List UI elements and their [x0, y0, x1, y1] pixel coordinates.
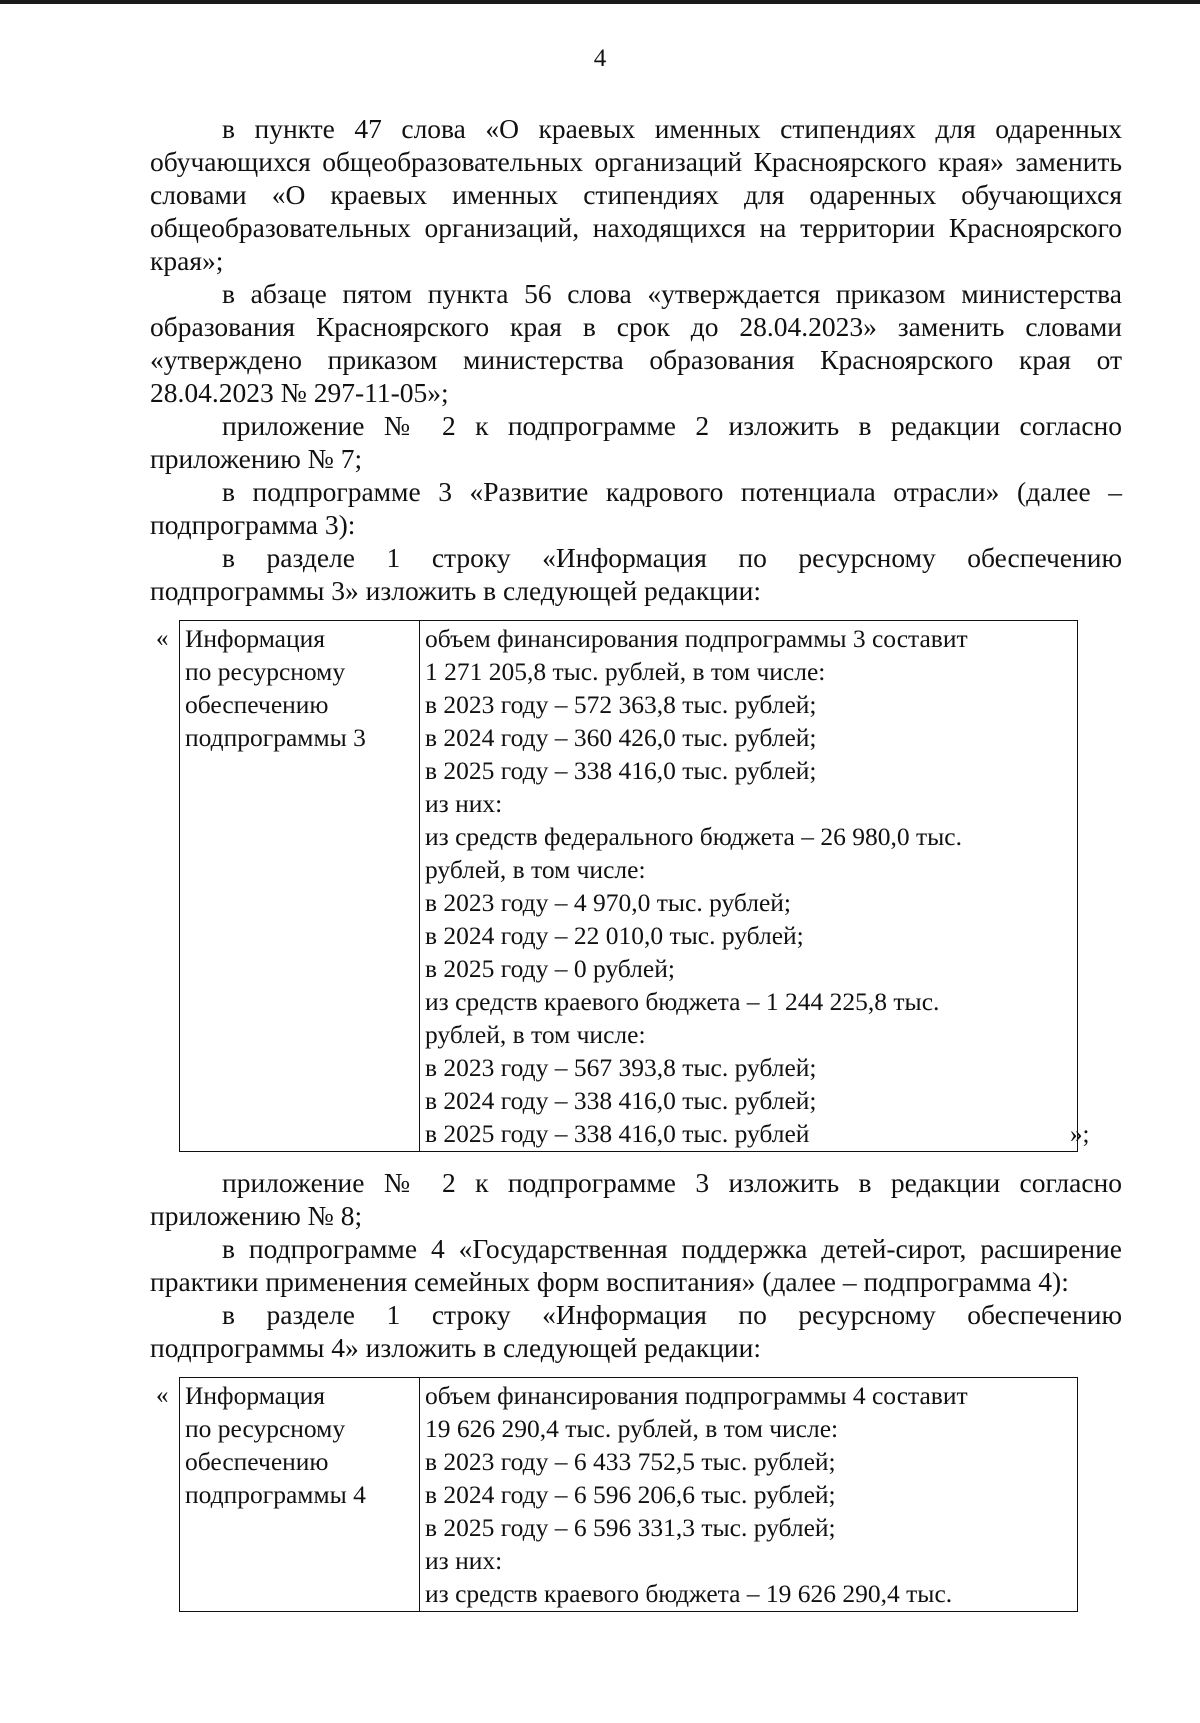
table-value-line: в 2024 году – 360 426,0 тыс. рублей; — [425, 723, 817, 752]
table-value-line: из них: — [425, 789, 503, 818]
table-label-line: Информация — [185, 624, 326, 653]
table-value-line: из средств краевого бюджета – 19 626 290,4 тыс. — [425, 1579, 953, 1608]
table-value-line: в 2023 году – 572 363,8 тыс. рублей; — [425, 690, 817, 719]
table-value-line: рублей, в том числе: — [425, 1020, 646, 1049]
table-value-line: из средств федерального бюджета – 26 980,0 тыс. — [425, 822, 962, 851]
paragraph-section-1-sub4: в разделе 1 строку «Информация по ресурсному обеспечению подпрограммы 4» изложить в следующей редакции: — [150, 1299, 1122, 1363]
table-row — [180, 1378, 1078, 1612]
table-value-line: в 2025 году – 6 596 331,3 тыс. рублей; — [425, 1513, 836, 1542]
table-value-cell — [420, 621, 1078, 1152]
table-row — [180, 621, 1078, 1152]
page-number: 4 — [593, 45, 607, 72]
table-value-line: объем финансирования подпрограммы 4 составит — [425, 1381, 968, 1410]
table-value-line: в 2024 году – 338 416,0 тыс. рублей; — [425, 1086, 817, 1115]
table-label-cell — [180, 621, 420, 1152]
table-value-line: 1 271 205,8 тыс. рублей, в том числе: — [425, 657, 826, 686]
paragraph-appendix-7: приложение № 2 к подпрограмме 2 изложить в редакции согласно приложению № 7; — [150, 410, 1122, 474]
table-label-line: подпрограммы 3 — [185, 723, 366, 752]
paragraph-item-56: в абзаце пятом пункта 56 слова «утверждается приказом министерства образования Красноярского края в срок до 28.04.2023» заменить словами «утверждено приказом министерства образования Красноярского края от 28.04.2023 № 297-11-05»; — [150, 278, 1122, 408]
table-value-cell — [420, 1378, 1078, 1612]
paragraph-subprogram-3: в подпрограмме 3 «Развитие кадрового потенциала отрасли» (далее – подпрограмма 3): — [150, 476, 1122, 540]
paragraph-section-1-sub3: в разделе 1 строку «Информация по ресурсному обеспечению подпрограммы 3» изложить в следующей редакции: — [150, 542, 1122, 606]
opening-quote: « — [156, 625, 169, 652]
closing-quote: »; — [1070, 1121, 1090, 1148]
table-value-line: 19 626 290,4 тыс. рублей, в том числе: — [425, 1414, 839, 1443]
table-value-line: рублей, в том числе: — [425, 855, 646, 884]
table-value-line: в 2023 году – 4 970,0 тыс. рублей; — [425, 888, 792, 917]
table-value-line: в 2025 году – 338 416,0 тыс. рублей; — [425, 756, 817, 785]
top-border-line — [0, 0, 1200, 4]
table-value-line: в 2025 году – 0 рублей; — [425, 954, 675, 983]
resource-table-subprogram-3-block — [150, 620, 1122, 1152]
table-value-line: в 2024 году – 22 010,0 тыс. рублей; — [425, 921, 804, 950]
table-label-line: по ресурсному — [185, 657, 346, 686]
resource-table-subprogram-4-block — [150, 1377, 1122, 1612]
paragraph-item-47: в пункте 47 слова «О краевых именных стипендиях для одаренных обучающихся общеобразовательных организаций Красноярского края» заменить словами «О краевых именных стипендиях для одаренных обучающихся общеобразовательных организаций, находящихся на территории Красноярского края»; — [150, 113, 1122, 276]
table-value-line: в 2023 году – 567 393,8 тыс. рублей; — [425, 1053, 817, 1082]
opening-quote: « — [156, 1382, 169, 1409]
table-value-line: в 2025 году – 338 416,0 тыс. рублей — [425, 1119, 810, 1148]
table-label-line: Информация — [185, 1381, 326, 1410]
document-body — [150, 112, 1122, 1626]
table-label-line: обеспечению — [185, 690, 329, 719]
table-value-line: объем финансирования подпрограммы 3 составит — [425, 624, 968, 653]
table-label-line: по ресурсному — [185, 1414, 346, 1443]
table-label-cell — [180, 1378, 420, 1612]
table-value-line: из средств краевого бюджета – 1 244 225,8 тыс. — [425, 987, 940, 1016]
resource-table-subprogram-4 — [179, 1377, 1078, 1612]
resource-table-subprogram-3 — [179, 620, 1078, 1152]
table-label-line: подпрограммы 4 — [185, 1480, 366, 1509]
table-value-line: в 2023 году – 6 433 752,5 тыс. рублей; — [425, 1447, 836, 1476]
paragraph-subprogram-4: в подпрограмме 4 «Государственная поддержка детей-сирот, расширение практики применения семейных форм воспитания» (далее – подпрограмма 4): — [150, 1233, 1122, 1297]
table-value-line: из них: — [425, 1546, 503, 1575]
paragraph-appendix-8: приложение № 2 к подпрограмме 3 изложить в редакции согласно приложению № 8; — [150, 1167, 1122, 1231]
table-label-line: обеспечению — [185, 1447, 329, 1476]
table-value-line: в 2024 году – 6 596 206,6 тыс. рублей; — [425, 1480, 836, 1509]
